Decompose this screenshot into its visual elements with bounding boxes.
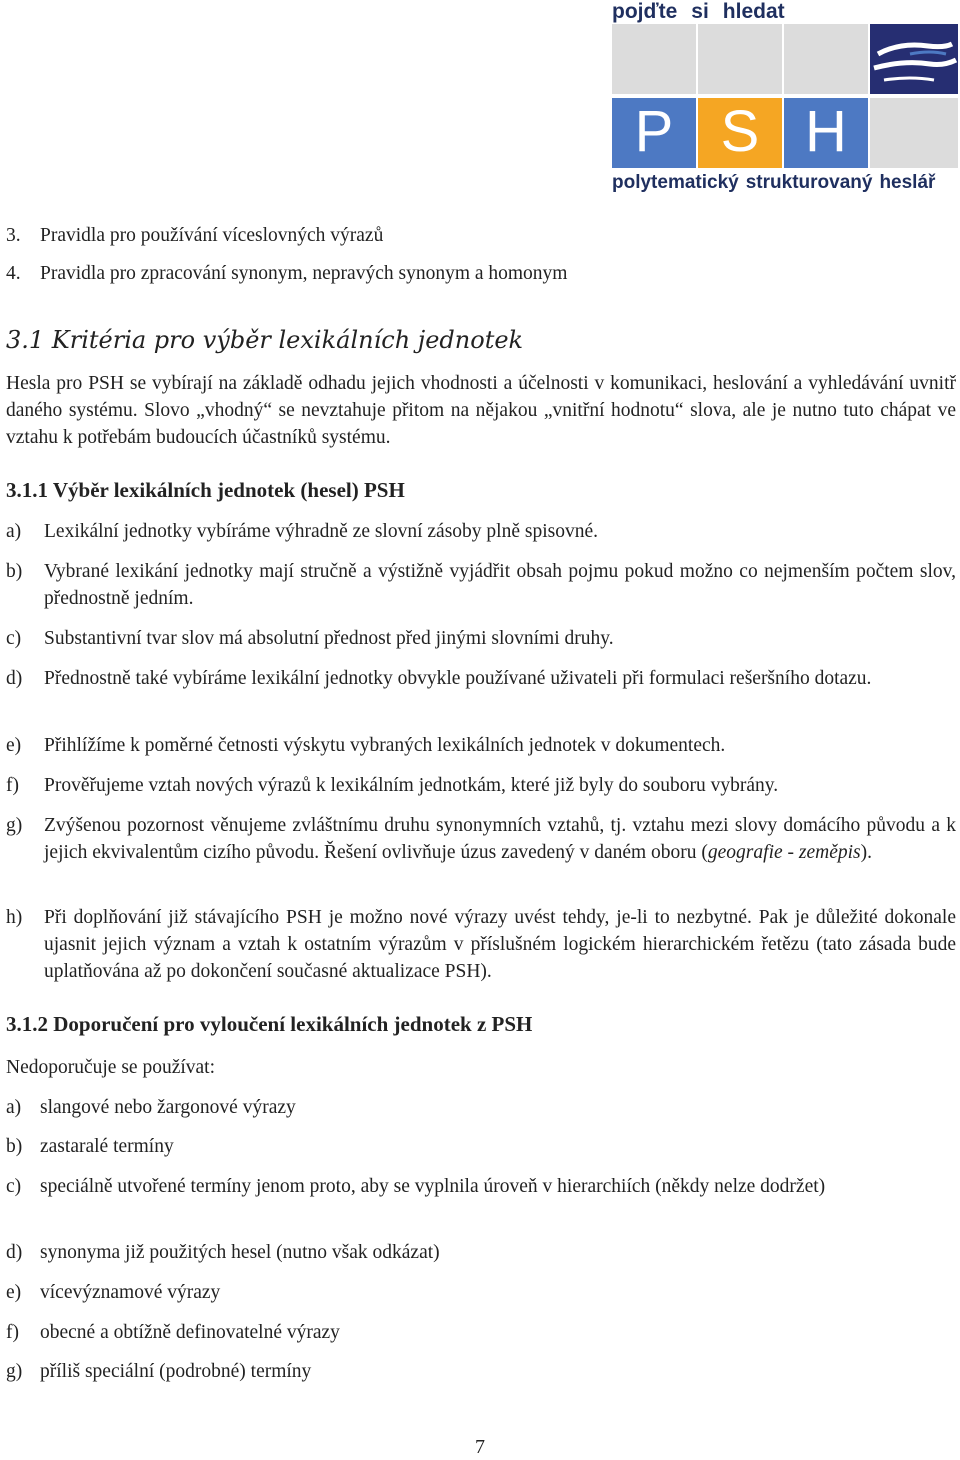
item-text-part: ). [860, 842, 872, 863]
list-number: 4. [6, 263, 21, 284]
logo-tile [870, 98, 958, 168]
logo-foot-word: heslář [879, 172, 936, 193]
paragraph-sentence: Slovo „vhodný“ se nevztahuje přitom na nějakou „vnitřní hodnotu“ slova, ale je nutno tuto chápat ve vztahu k potřebám budoucích účastníků systému. [6, 400, 957, 448]
logo-tag-word: hledat [722, 0, 785, 23]
item-label: a) [6, 1097, 22, 1118]
item-text: Prověřujeme vztah nových výrazů k lexikálním jednotkám, které již byly do souboru vybrány. [44, 775, 779, 796]
item-label: h) [6, 907, 23, 928]
item-label: a) [6, 521, 22, 542]
list-text: Pravidla pro používání víceslovných výrazů [40, 225, 384, 246]
item-label: g) [6, 1361, 23, 1382]
paragraph: Nedoporučuje se používat: [6, 1057, 216, 1078]
logo-tag-word: si [691, 0, 709, 23]
item-text: Lexikální jednotky vybíráme výhradně ze slovní zásoby plně spisovné. [44, 521, 598, 542]
swoosh-icon [870, 24, 958, 94]
item-text-part: Zvýšenou pozornost věnujeme zvláštnímu druhu synonymních vztahů, tj. vztahu mezi slovy domácího původu a k jejich ekvivalentům cizího původu. Řešení ovlivňuje úzus zavedený v daném oboru ( [44, 815, 956, 863]
item-text: příliš speciální (podrobné) termíny [40, 1361, 312, 1382]
item-label: c) [6, 628, 22, 649]
item-text: Vybrané lexikání jednotky mají stručně a výstižně vyjádřit obsah pojmu pokud možno co nejmenším počtem slov, přednostně jedním. [44, 561, 956, 609]
logo-tagline [612, 0, 799, 24]
logo-tile [698, 24, 782, 94]
item-text: speciálně utvořené termíny jenom proto, aby se vyplnila úroveň v hierarchiích (někdy nelze dodržet) [40, 1176, 826, 1197]
item-text: synonyma již použitých hesel (nutno však odkázat) [40, 1242, 440, 1263]
item-text: Přednostně také vybíráme lexikální jednotky obvykle používané uživateli při formulaci rešeršního dotazu. [44, 668, 872, 689]
list-text: Pravidla pro zpracování synonym, nepravých synonym a homonym [40, 263, 568, 284]
item-text [44, 812, 956, 866]
item-text: vícevýznamové výrazy [40, 1282, 221, 1303]
psh-logo [612, 0, 958, 196]
logo-tile-swoosh [870, 24, 958, 94]
logo-tile-h [784, 98, 868, 168]
logo-tile-grid [612, 24, 958, 170]
item-text: obecné a obtížně definovatelné výrazy [40, 1322, 340, 1343]
logo-tile [784, 24, 868, 94]
logo-tile [612, 24, 696, 94]
logo-footer [612, 172, 942, 194]
item-label: d) [6, 1242, 23, 1263]
item-label: c) [6, 1176, 22, 1197]
item-label: d) [6, 668, 23, 689]
item-label: b) [6, 1136, 23, 1157]
item-label: e) [6, 1282, 22, 1303]
item-label: e) [6, 735, 22, 756]
logo-letter: S [720, 99, 760, 164]
item-text: Při doplňování již stávajícího PSH je možno nové výrazy uvést tehdy, je-li to nezbytné. Pak je důležité dokonale ujasnit jejich význam a vztah k ostatním výrazům v příslušném logickém hierarchickém řetězu (tato zásada bude uplatňována až po dokončení současné aktualizace PSH). [44, 907, 956, 982]
list-number: 3. [6, 225, 21, 246]
paragraph [6, 370, 956, 451]
subsection-heading: 3.1.1 Výběr lexikálních jednotek (hesel) PSH [6, 478, 405, 502]
logo-foot-word: polytematický [612, 172, 739, 193]
logo-letter: H [805, 99, 847, 164]
item-label: f) [6, 775, 19, 796]
item-text: slangové nebo žargonové výrazy [40, 1097, 296, 1118]
item-text: Přihlížíme k poměrné četnosti výskytu vybraných lexikálních jednotek v dokumentech. [44, 735, 726, 756]
logo-tile-s [698, 98, 782, 168]
logo-tag-word: pojďte [612, 0, 678, 23]
item-label: b) [6, 561, 23, 582]
item-text: Substantivní tvar slov má absolutní přednost před jinými slovními druhy. [44, 628, 614, 649]
logo-tile-p [612, 98, 696, 168]
logo-letter: P [634, 99, 674, 164]
logo-foot-word: strukturovaný [745, 172, 873, 193]
page-number: 7 [475, 1436, 485, 1458]
item-text: zastaralé termíny [40, 1136, 174, 1157]
subsection-heading: 3.1.2 Doporučení pro vyloučení lexikálních jednotek z PSH [6, 1012, 533, 1036]
item-label: g) [6, 815, 23, 836]
paragraph-sentence: Hesla pro PSH se vybírají na základě odhadu jejich vhodnosti a účelnosti v komunikaci, heslování a vyhledávání uvnitř daného systému. [6, 373, 956, 421]
section-heading: 3.1 Kritéria pro výběr lexikálních jednotek [6, 326, 524, 354]
item-label: f) [6, 1322, 19, 1343]
item-example: geografie - zeměpis [707, 842, 861, 863]
